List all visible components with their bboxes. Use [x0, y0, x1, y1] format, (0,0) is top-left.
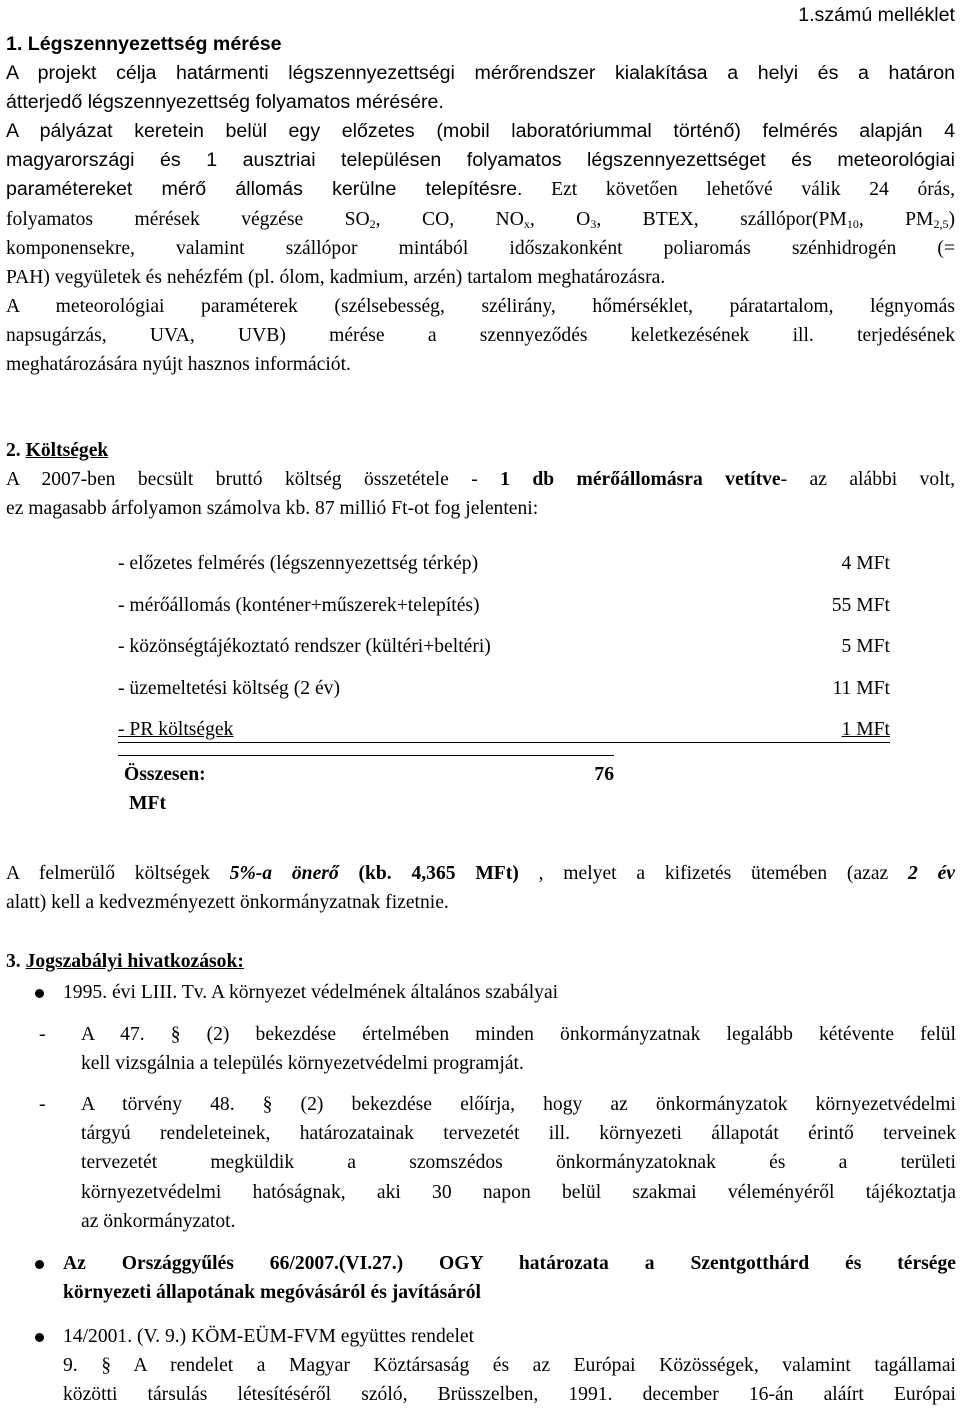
- d2-line2: tárgyú rendeleteinek, határozatainak tervezetét ill. környezeti állapotát érintő terveinek: [81, 1123, 956, 1145]
- sub-nox: x: [523, 216, 530, 231]
- section2-title: [6, 436, 955, 465]
- para2-line3-a: paramétereket mérő állomás kerülne telepítésre.: [6, 178, 523, 201]
- cost-label: - üzemeltetési költség (2 év): [118, 677, 340, 699]
- intro-b: 1 db mérőállomásra vetítve: [500, 469, 781, 490]
- para3-line1: A meteorológiai paraméterek (szélsebesség, szélirány, hőmérséklet, páratartalom, légnyomás: [6, 296, 955, 317]
- section2-intro: [6, 465, 955, 523]
- law-item-2: [63, 1249, 956, 1307]
- para2-line4-pre: folyamatos mérések végzése SO: [6, 208, 370, 230]
- cost-amount: 11 MFt: [832, 677, 890, 699]
- cost-label: - mérőállomás (konténer+műszerek+telepítés): [118, 594, 480, 616]
- d2-line1: A törvény 48. § (2) bekezdése előírja, hogy az önkormányzatok környezetvédelmi: [81, 1094, 956, 1115]
- law-item-1: 1995. évi LIII. Tv. A környezet védelmének általános szabályai: [63, 982, 559, 1003]
- total-unit: MFt: [129, 793, 166, 814]
- section3-title: [6, 947, 955, 976]
- d1-line1: A 47. § (2) bekezdése értelmében minden önkormányzatnak legalább kétévente felül: [81, 1024, 956, 1045]
- cost-item: [118, 715, 890, 757]
- bullet-icon: [35, 1260, 44, 1269]
- cost-amount: 4 MFt: [841, 553, 890, 574]
- para2-line1: A pályázat keretein belül egy előzetes (mobil laboratóriummal történő) felmérés alapján 4: [6, 120, 955, 142]
- cost-label: - PR költségek: [118, 719, 234, 740]
- total-rule: [118, 755, 614, 756]
- section3-title-text: Jogszabályi hivatkozások:: [25, 951, 244, 972]
- para2-line4-co: , CO, NO: [375, 208, 524, 230]
- sub-pm25: 2,5: [933, 216, 949, 231]
- para3-line2: napsugárzás, UVA, UVB) mérése a szennyeződés keletkezésének ill. terjedésének: [6, 325, 955, 347]
- intro-line2: ez magasabb árfolyamon számolva kb. 87 millió Ft-ot fog jelenteni:: [6, 498, 539, 520]
- intro-a: A 2007-ben becsült bruttó költség összetétele -: [6, 469, 501, 490]
- para2-line4-pm: , PM: [858, 208, 934, 230]
- d2-line5: az önkormányzatot.: [81, 1210, 236, 1232]
- own-d: , melyet a kifizetés ütemében (azaz: [518, 863, 909, 884]
- cost-amount: 1 MFt: [841, 719, 890, 740]
- law-item-3: [63, 1322, 956, 1410]
- para2-line3: [6, 175, 955, 204]
- own-b: 5%-a önerő: [229, 863, 339, 884]
- cost-underline-extend: [118, 742, 890, 743]
- b2-line2: környezeti állapotának megóvásáról és javításáról: [63, 1282, 481, 1304]
- b3-line1: 14/2001. (V. 9.) KÖM-EÜM-FVM együttes rendelet: [63, 1326, 475, 1347]
- own-line1: [6, 859, 955, 888]
- own-contribution: [6, 859, 955, 917]
- total-label: Összesen:: [124, 764, 206, 785]
- bullet-icon: [35, 989, 44, 998]
- cost-item: [118, 591, 890, 633]
- section1-paragraph-3: [6, 292, 955, 380]
- sub-pm10: 10: [846, 216, 859, 231]
- cost-list: [118, 549, 890, 757]
- b3-line2: 9. § A rendelet a Magyar Köztársaság és az Európai Közösségek, valamint tagállamai: [63, 1355, 956, 1377]
- dash-icon: -: [39, 1094, 46, 1115]
- law-detail-2: [81, 1090, 956, 1236]
- d2-line3: tervezetét megküldik a szomszédos önkormányzatoknak és a területi: [81, 1152, 956, 1174]
- own-c: (kb. 4,365 MFt): [338, 863, 519, 884]
- section3-title-num: 3.: [6, 951, 26, 972]
- d2-line4: környezetvédelmi hatóságnak, aki 30 napon belül szakmai véleményéről tájékoztatja: [81, 1181, 956, 1203]
- law-detail-1: [81, 1020, 956, 1078]
- section1-title: 1. Légszennyezettség mérése: [6, 33, 282, 55]
- b3-line3: közötti társulás létesítéséről szóló, Brüsszelben, 1991. december 16-án aláírt Európai: [63, 1384, 956, 1406]
- section1-paragraph-2: [6, 117, 955, 292]
- section1-paragraph-1: [6, 59, 955, 117]
- d1-line2: kell vizsgálnia a település környezetvédelmi programját.: [81, 1053, 524, 1075]
- cost-item: [118, 674, 890, 716]
- para2-line4-o: , O: [529, 208, 591, 230]
- own-e: 2 év: [908, 863, 955, 884]
- para2-line4-btex: , BTEX, szállópor(PM: [596, 208, 847, 230]
- annex-label: 1.számú melléklet: [798, 4, 955, 26]
- para2-line5: komponensekre, valamint szállópor mintából időszakonként poliaromás szénhidrogén (=: [6, 237, 955, 259]
- section2-title-num: 2.: [6, 440, 26, 461]
- para2-line4-end: ): [948, 208, 955, 230]
- para2-line3-b: Ezt követően lehetővé válik 24 órás,: [522, 179, 955, 201]
- intro-c: - az alábbi volt,: [780, 469, 956, 490]
- cost-item: [118, 632, 890, 674]
- para2-line2: magyarországi és 1 ausztriai településen folyamatos légszennyezettséget és meteorológiai: [6, 149, 955, 172]
- sub-o3: 3: [590, 216, 597, 231]
- cost-label: - közönségtájékoztató rendszer (kültéri+beltéri): [118, 636, 491, 657]
- para2-line4: [6, 205, 955, 234]
- intro-line1: [6, 465, 955, 494]
- para1-line2: átterjedő légszennyezettség folyamatos mérésére.: [6, 91, 444, 114]
- cost-label: - előzetes felmérés (légszennyezettség térkép): [118, 553, 479, 574]
- para3-line3: meghatározására nyújt hasznos információt.: [6, 354, 351, 376]
- cost-amount: 55 MFt: [831, 594, 890, 616]
- section2-title-text: Költségek: [25, 440, 109, 461]
- para1-line1: A projekt célja határmenti légszennyezettségi mérőrendszer kialakítása a helyi és a határon: [6, 62, 955, 84]
- bullet-icon: [35, 1333, 44, 1342]
- own-a: A felmerülő költségek: [6, 863, 230, 884]
- b2-line1: Az Országgyűlés 66/2007.(VI.27.) OGY határozata a Szentgotthárd és térsége: [63, 1253, 956, 1274]
- cost-amount: 5 MFt: [841, 636, 890, 657]
- para2-line6: PAH) vegyületek és nehézfém (pl. ólom, kadmium, arzén) tartalom meghatározásra.: [6, 267, 666, 289]
- sub-so2: 2: [369, 216, 376, 231]
- cost-item: [118, 549, 890, 591]
- dash-icon: -: [39, 1024, 46, 1045]
- own-line2: alatt) kell a kedvezményezett önkormányzatnak fizetnie.: [6, 892, 449, 914]
- total-value: 76: [594, 764, 614, 785]
